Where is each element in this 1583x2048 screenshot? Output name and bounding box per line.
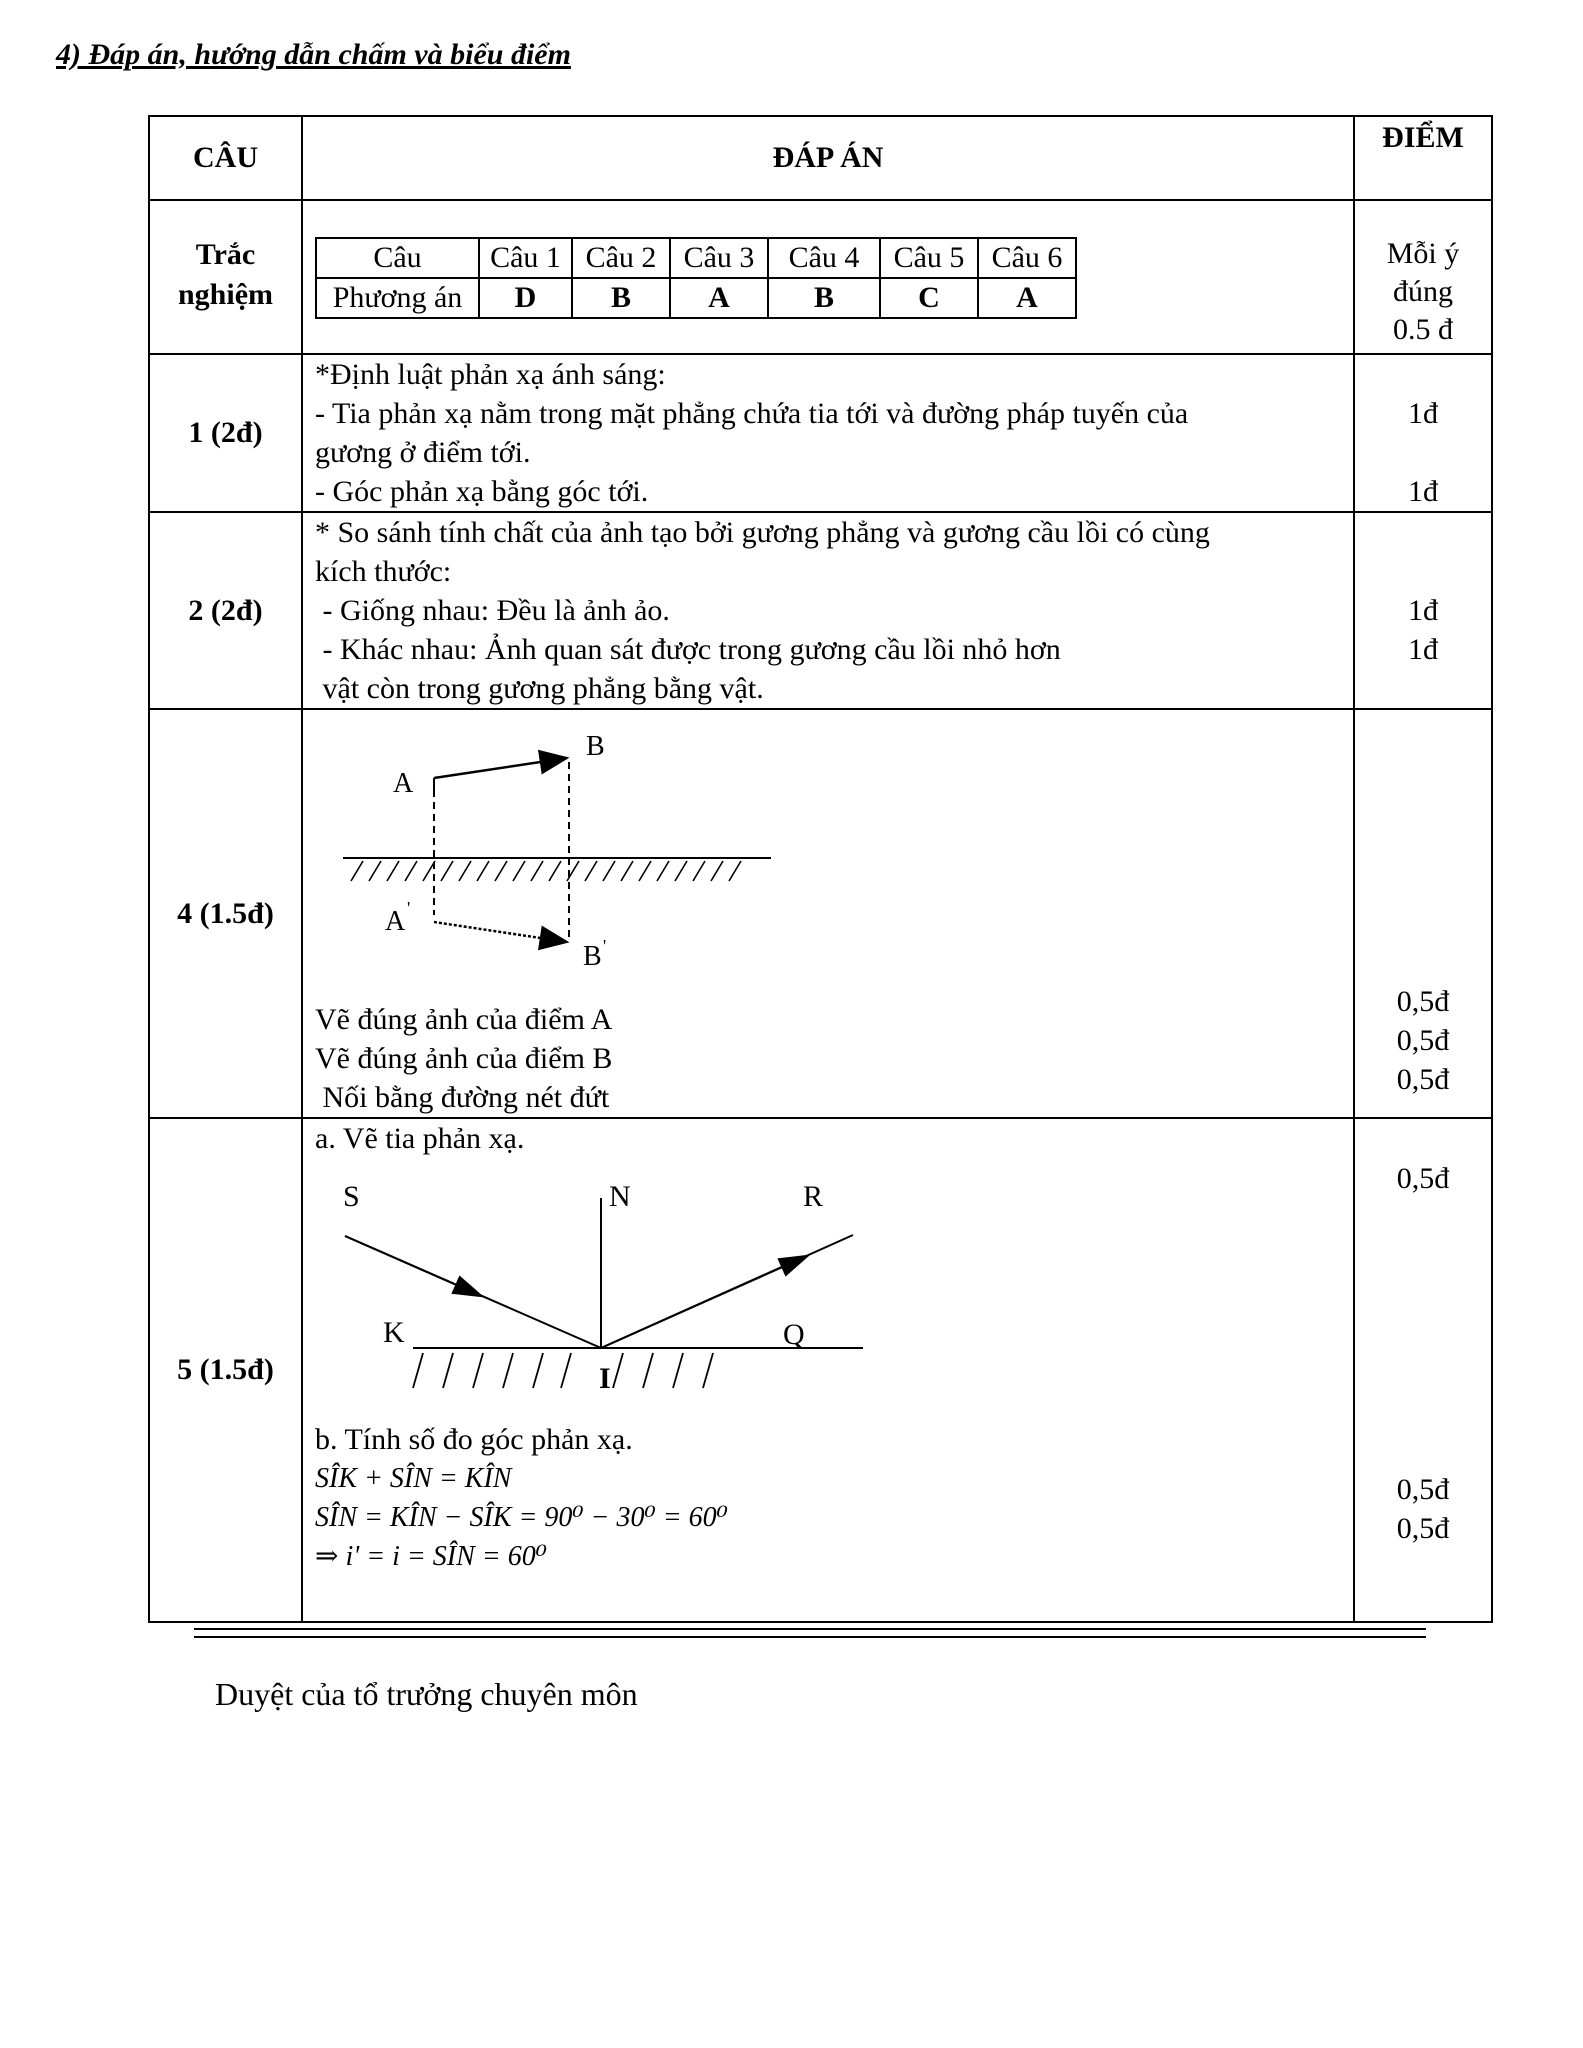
score-trac-nghiem	[1354, 200, 1492, 354]
answer-table	[148, 115, 1493, 1623]
label-q4: 4 (1.5đ)	[149, 709, 302, 1118]
score-q1	[1354, 354, 1492, 512]
object-arrow	[434, 758, 567, 778]
header-cau: CÂU	[149, 116, 302, 200]
score-line	[1355, 433, 1491, 472]
mc-cell: Câu 3	[670, 238, 768, 278]
mc-cell: Câu 5	[880, 238, 978, 278]
part-a-label: a. Vẽ tia phản xạ.	[315, 1122, 525, 1155]
score-q4	[1354, 709, 1492, 1118]
equation-1: SÎK + SÎN = KÎN	[315, 1463, 512, 1494]
mc-header-row	[316, 238, 1076, 278]
header-diem: ĐIỂM	[1354, 116, 1492, 200]
text-line: gương ở điểm tới.	[315, 436, 531, 469]
label-q: Q	[783, 1318, 805, 1351]
text-line: - Tia phản xạ nằm trong mặt phẳng chứa tia tới và đường pháp tuyến của	[315, 397, 1189, 430]
mc-cell: Câu	[316, 238, 479, 278]
text-line: - Góc phản xạ bằng góc tới.	[315, 475, 649, 508]
score-line	[1355, 669, 1491, 708]
score-line: 0,5đ	[1396, 1063, 1450, 1096]
label-trac-nghiem	[149, 200, 302, 354]
score-line: 0,5đ	[1396, 1162, 1450, 1195]
answer-q1	[302, 354, 1354, 512]
score-line	[1355, 513, 1491, 552]
table-header-row	[149, 116, 1492, 200]
divider-line	[194, 1628, 1426, 1630]
prime-a: '	[407, 898, 411, 918]
mirror-hatching	[413, 1353, 713, 1388]
text-line: Vẽ đúng ảnh của điểm B	[315, 1042, 613, 1075]
score-q2	[1354, 512, 1492, 709]
label-k: K	[383, 1316, 405, 1349]
mc-cell: Câu 6	[978, 238, 1076, 278]
score-line: 0,5đ	[1396, 1024, 1450, 1057]
label-s: S	[343, 1180, 360, 1213]
label-b: B	[586, 731, 605, 762]
image-arrow	[434, 922, 567, 942]
score-line	[1355, 552, 1491, 591]
trac-nghiem-answers	[302, 200, 1354, 354]
score-line: 1đ	[1408, 633, 1438, 666]
signoff-text: Duyệt của tổ trưởng chuyên môn	[215, 1676, 638, 1712]
text-line: - Giống nhau: Đều là ảnh ảo.	[315, 594, 670, 627]
score-line: 1đ	[1408, 475, 1438, 508]
text-line: * So sánh tính chất của ảnh tạo bởi gương phẳng và gương cầu lồi có cùng	[315, 516, 1210, 549]
label-r: R	[803, 1180, 824, 1213]
header-dap-an: ĐÁP ÁN	[302, 116, 1354, 200]
row-trac-nghiem	[149, 200, 1492, 354]
mc-cell: Phương án	[316, 278, 479, 318]
mc-answer: A	[670, 278, 768, 318]
score-q5	[1354, 1118, 1492, 1622]
equation-2: SÎN = KÎN − SÎK = 90⁰ − 30⁰ = 60⁰	[315, 1502, 728, 1533]
divider-line	[194, 1636, 1426, 1638]
label-q2: 2 (2đ)	[149, 512, 302, 709]
reflection-diagram	[303, 1158, 863, 1408]
score-line: 0,5đ	[1396, 1512, 1450, 1545]
incident-arrow	[345, 1236, 470, 1291]
score-line: 1đ	[1408, 397, 1438, 430]
score-line: đúng	[1393, 275, 1453, 308]
reflected-arrow	[601, 1261, 796, 1348]
mc-answer: C	[880, 278, 978, 318]
text-line: Nối bằng đường nét đứt	[315, 1081, 610, 1114]
mc-cell: Câu 4	[768, 238, 880, 278]
answer-q5	[302, 1118, 1354, 1622]
mc-answer-row	[316, 278, 1076, 318]
label-i: I	[599, 1362, 611, 1395]
label-line: Trắc	[195, 238, 256, 271]
equation-3: ⇒ i' = i = SÎN = 60⁰	[315, 1541, 547, 1572]
text-line: kích thước:	[315, 555, 452, 588]
label-a: A	[393, 768, 414, 799]
label-line: nghiệm	[177, 278, 273, 311]
mirror-hatching	[351, 861, 741, 881]
score-line: Mỗi ý	[1386, 237, 1460, 270]
score-line: 0,5đ	[1396, 1473, 1450, 1506]
score-line: 1đ	[1408, 594, 1438, 627]
mc-answer: D	[479, 278, 572, 318]
text-line: Vẽ đúng ảnh của điểm A	[315, 1003, 613, 1036]
row-q1	[149, 354, 1492, 512]
mc-answer: A	[978, 278, 1076, 318]
label-q1: 1 (2đ)	[149, 354, 302, 512]
answer-q4	[302, 709, 1354, 1118]
text-line: *Định luật phản xạ ánh sáng:	[315, 358, 666, 391]
mc-cell: Câu 2	[572, 238, 670, 278]
answer-q2	[302, 512, 1354, 709]
part-b-label: b. Tính số đo góc phản xạ.	[315, 1423, 633, 1456]
row-q5	[149, 1118, 1492, 1622]
row-q4	[149, 709, 1492, 1118]
label-a-image: A	[385, 906, 406, 937]
mc-answer-table	[315, 237, 1077, 319]
score-line	[1355, 355, 1491, 394]
label-n: N	[609, 1180, 631, 1213]
mc-answer: B	[572, 278, 670, 318]
row-q2	[149, 512, 1492, 709]
section-heading: 4) Đáp án, hướng dẫn chấm và biểu điểm	[56, 38, 571, 71]
text-line: - Khác nhau: Ảnh quan sát được trong gương cầu lồi nhỏ hơn	[315, 633, 1061, 666]
mirror-image-diagram	[303, 710, 803, 980]
text-line: vật còn trong gương phẳng bằng vật.	[315, 672, 764, 705]
prime-b: '	[603, 936, 607, 956]
score-line: 0,5đ	[1396, 985, 1450, 1018]
score-line: 0.5 đ	[1393, 313, 1453, 346]
label-b-image: B	[583, 941, 602, 972]
mc-answer: B	[768, 278, 880, 318]
label-q5: 5 (1.5đ)	[149, 1118, 302, 1622]
mc-cell: Câu 1	[479, 238, 572, 278]
